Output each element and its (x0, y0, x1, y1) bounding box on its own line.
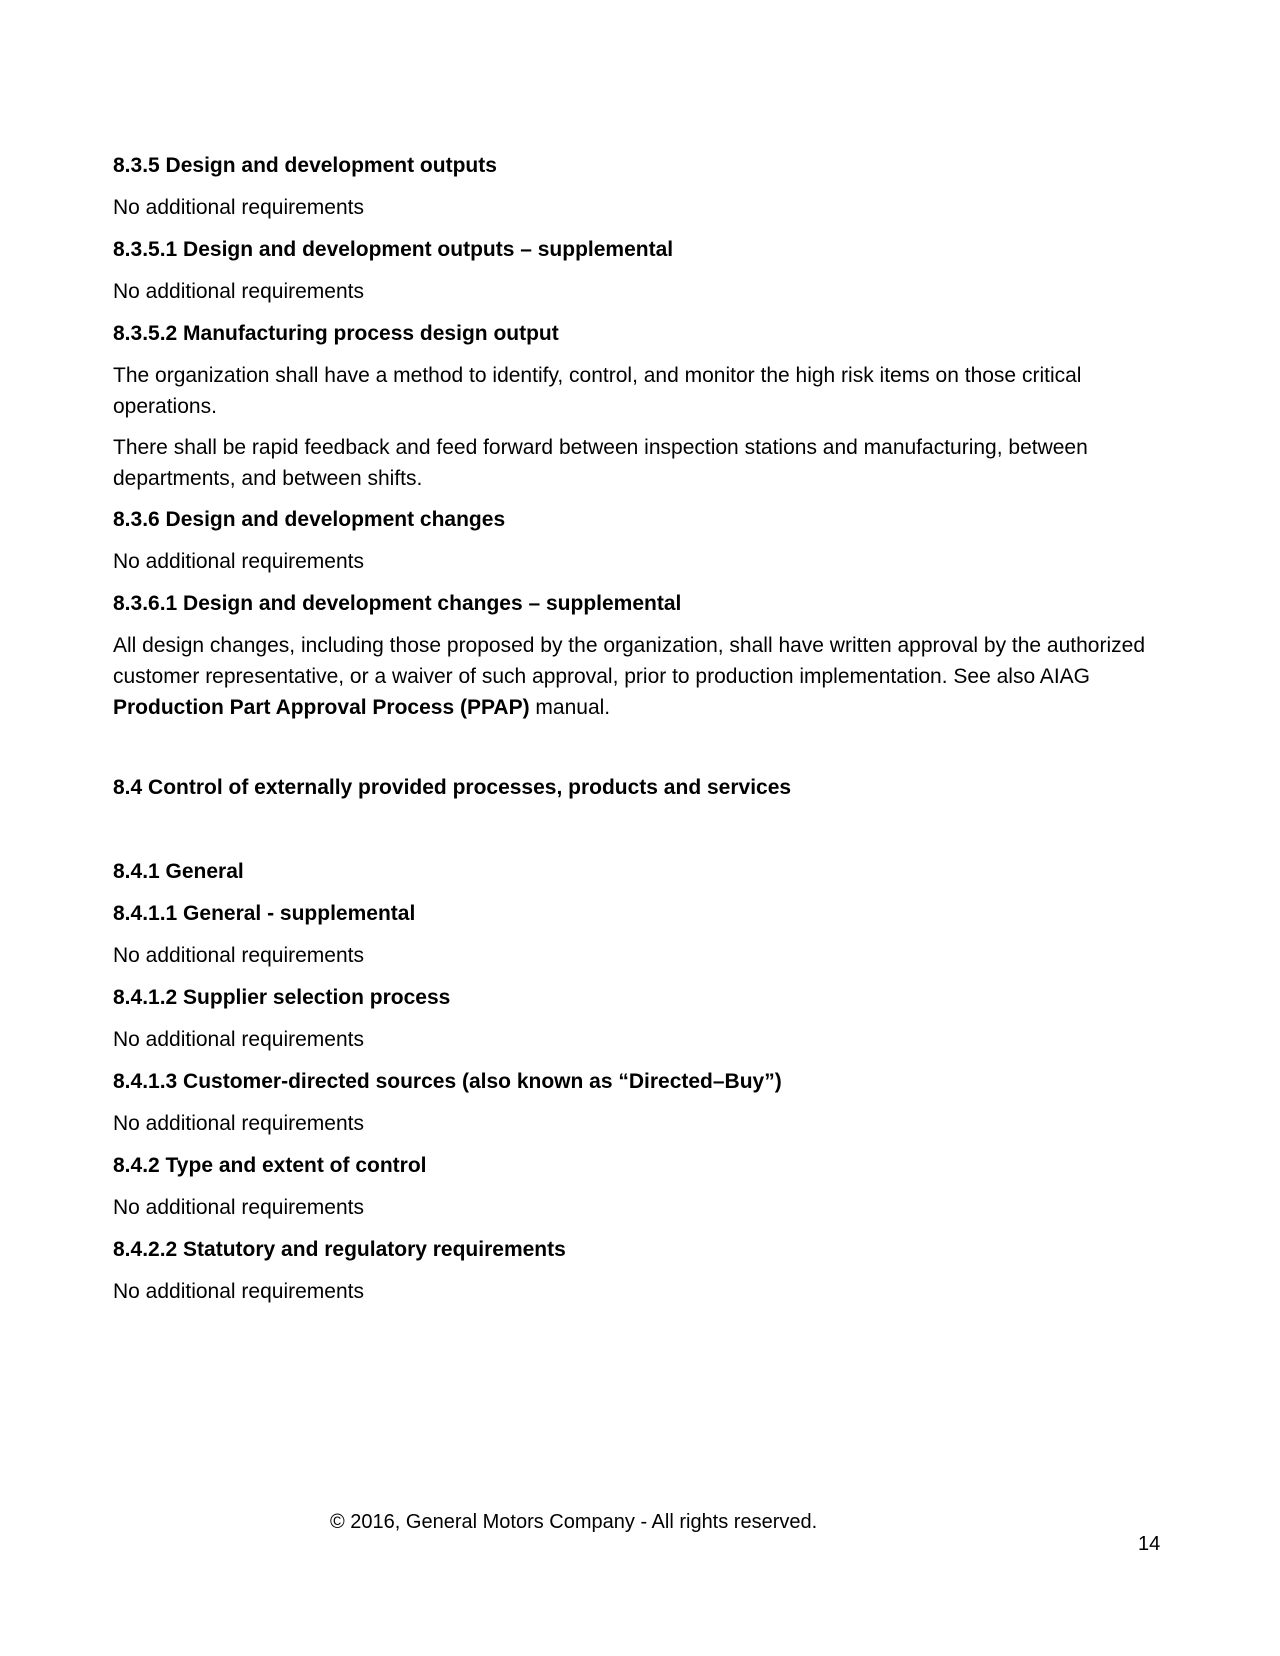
paragraph-text: All design changes, including those proposed by the organization, shall have written approval by the authorized customer representative, or a waiver of such approval, prior to production implementation. See also AIAG (113, 634, 1145, 688)
body-text: No additional requirements (113, 550, 364, 573)
footer-copyright: © 2016, General Motors Company - All rights reserved. (330, 1511, 818, 1533)
body-paragraph (113, 630, 1173, 723)
body-text: No additional requirements (113, 1196, 364, 1219)
body-paragraph: The organization shall have a method to identify, control, and monitor the high risk items on those critical operations. (113, 364, 1082, 418)
section-heading-8-4-1-2: 8.4.1.2 Supplier selection process (113, 986, 451, 1009)
section-heading-8-3-5-2: 8.3.5.2 Manufacturing process design output (113, 322, 559, 345)
paragraph-text: manual. (529, 696, 611, 719)
section-heading-8-4-1-1: 8.4.1.1 General - supplemental (113, 902, 416, 925)
section-heading-8-4: 8.4 Control of externally provided processes, products and services (113, 776, 792, 799)
body-paragraph: There shall be rapid feedback and feed forward between inspection stations and manufacturing, between departments, and between shifts. (113, 436, 1088, 490)
section-heading-8-3-6: 8.3.6 Design and development changes (113, 508, 506, 531)
ppap-reference: Production Part Approval Process (PPAP) (113, 696, 530, 719)
body-text: No additional requirements (113, 1028, 364, 1051)
page-number: 14 (1138, 1533, 1161, 1555)
section-heading-8-3-6-1: 8.3.6.1 Design and development changes – supplemental (113, 592, 682, 615)
body-text: No additional requirements (113, 944, 364, 967)
section-heading-8-3-5: 8.3.5 Design and development outputs (113, 154, 497, 177)
body-text: No additional requirements (113, 1280, 364, 1303)
section-heading-8-4-2: 8.4.2 Type and extent of control (113, 1154, 427, 1177)
body-text: No additional requirements (113, 1112, 364, 1135)
section-heading-8-4-2-2: 8.4.2.2 Statutory and regulatory requirements (113, 1238, 566, 1261)
section-heading-8-4-1: 8.4.1 General (113, 860, 244, 883)
body-text: No additional requirements (113, 280, 364, 303)
section-heading-8-3-5-1: 8.3.5.1 Design and development outputs – supplemental (113, 238, 674, 261)
section-heading-8-4-1-3: 8.4.1.3 Customer-directed sources (also known as “Directed–Buy”) (113, 1070, 782, 1093)
body-text: No additional requirements (113, 196, 364, 219)
